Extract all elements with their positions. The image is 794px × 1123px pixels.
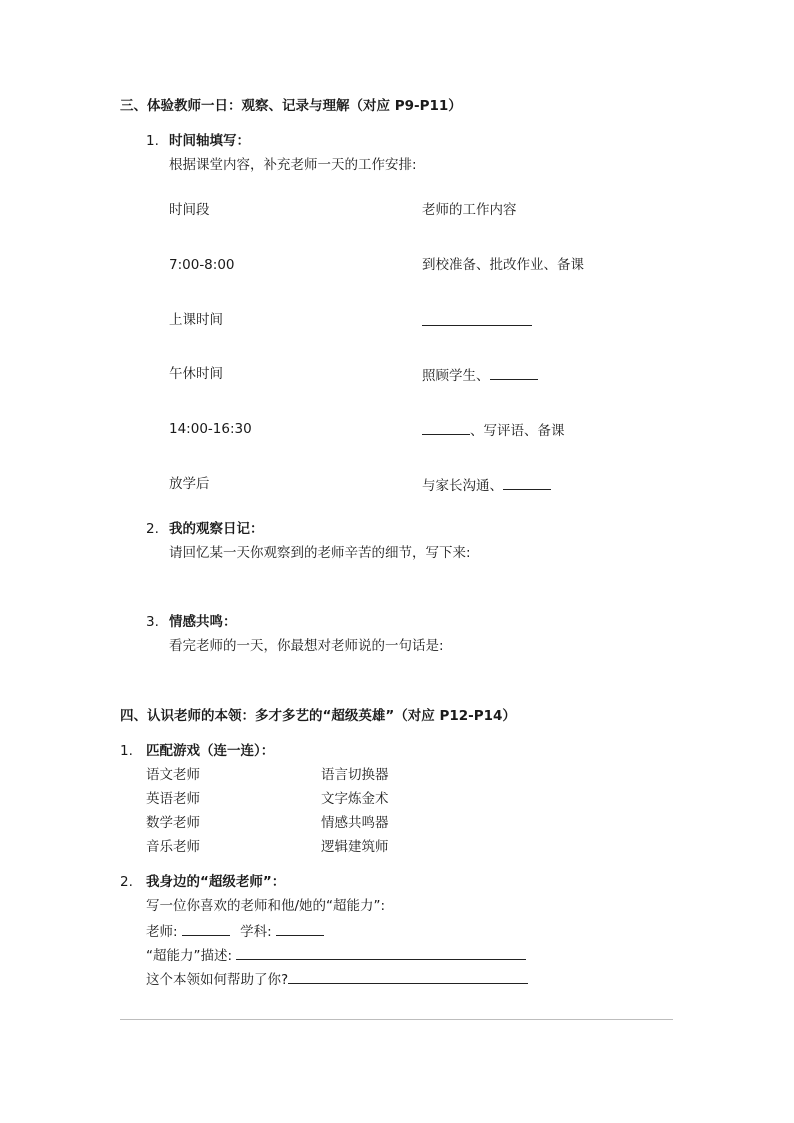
timeline-row-time: 14:00-16:30 (169, 421, 252, 437)
subject-label: 学科: (240, 924, 272, 940)
teacher-subject-line (146, 921, 324, 941)
s3-q3-title: 情感共鸣： (169, 614, 237, 630)
match-left-item[interactable]: 语文老师 (146, 767, 200, 783)
subject-blank[interactable] (276, 921, 324, 936)
timeline-row-time: 午休时间 (169, 366, 223, 382)
timeline-row-work (422, 475, 551, 495)
section-4-heading: 四、认识老师的本领：多才多艺的“超级英雄”（对应 P12-P14） (120, 708, 516, 724)
match-right-item[interactable]: 情感共鸣器 (321, 815, 389, 831)
s4-q1-number: 1. (120, 743, 133, 759)
teacher-label: 老师: (146, 924, 178, 940)
s3-q1-title: 时间轴填写： (169, 133, 250, 149)
timeline-row-time: 上课时间 (169, 312, 223, 328)
timeline-row-work (422, 420, 565, 440)
s3-q2-instruction: 请回忆某一天你观察到的老师辛苦的细节，写下来: (169, 545, 471, 561)
fill-blank[interactable] (490, 365, 538, 380)
fill-blank[interactable] (422, 420, 470, 435)
footer-divider (120, 1019, 673, 1020)
work-prefix: 照顾学生、 (422, 368, 490, 384)
work-suffix: 、写评语、备课 (470, 423, 565, 439)
power-line (146, 945, 526, 965)
s3-q2-title: 我的观察日记： (169, 521, 264, 537)
timeline-header-work: 老师的工作内容 (422, 202, 517, 218)
power-blank[interactable] (236, 945, 526, 960)
match-left-item[interactable]: 数学老师 (146, 815, 200, 831)
match-right-item[interactable]: 逻辑建筑师 (321, 839, 389, 855)
s4-q2-instruction: 写一位你喜欢的老师和他/她的“超能力”: (146, 898, 386, 914)
s3-q3-instruction: 看完老师的一天，你最想对老师说的一句话是: (169, 638, 444, 654)
timeline-row-time: 放学后 (169, 476, 210, 492)
fill-blank[interactable] (422, 311, 532, 326)
timeline-row-work: 到校准备、批改作业、备课 (422, 257, 584, 273)
s4-q2-title: 我身边的“超级老师”： (146, 874, 286, 890)
timeline-row-time: 7:00-8:00 (169, 257, 235, 273)
match-right-item[interactable]: 文字炼金术 (321, 791, 389, 807)
help-line (146, 969, 528, 989)
s4-q2-number: 2. (120, 874, 133, 890)
power-label: “超能力”描述: (146, 948, 233, 964)
s4-q1-title: 匹配游戏（连一连）： (146, 743, 275, 759)
match-left-item[interactable]: 英语老师 (146, 791, 200, 807)
match-right-item[interactable]: 语言切换器 (321, 767, 389, 783)
section-3-heading: 三、体验教师一日：观察、记录与理解（对应 P9-P11） (120, 98, 462, 114)
timeline-header-time: 时间段 (169, 202, 210, 218)
timeline-row-work (422, 365, 538, 385)
s3-q1-instruction: 根据课堂内容，补充老师一天的工作安排: (169, 157, 417, 173)
s3-q2-number: 2. (146, 521, 159, 537)
s3-q3-number: 3. (146, 614, 159, 630)
teacher-blank[interactable] (182, 921, 230, 936)
fill-blank[interactable] (503, 475, 551, 490)
help-blank[interactable] (288, 969, 528, 984)
s3-q1-number: 1. (146, 133, 159, 149)
match-left-item[interactable]: 音乐老师 (146, 839, 200, 855)
work-prefix: 与家长沟通、 (422, 478, 503, 494)
help-label: 这个本领如何帮助了你? (146, 972, 289, 988)
timeline-row-work-blank[interactable] (422, 311, 532, 331)
